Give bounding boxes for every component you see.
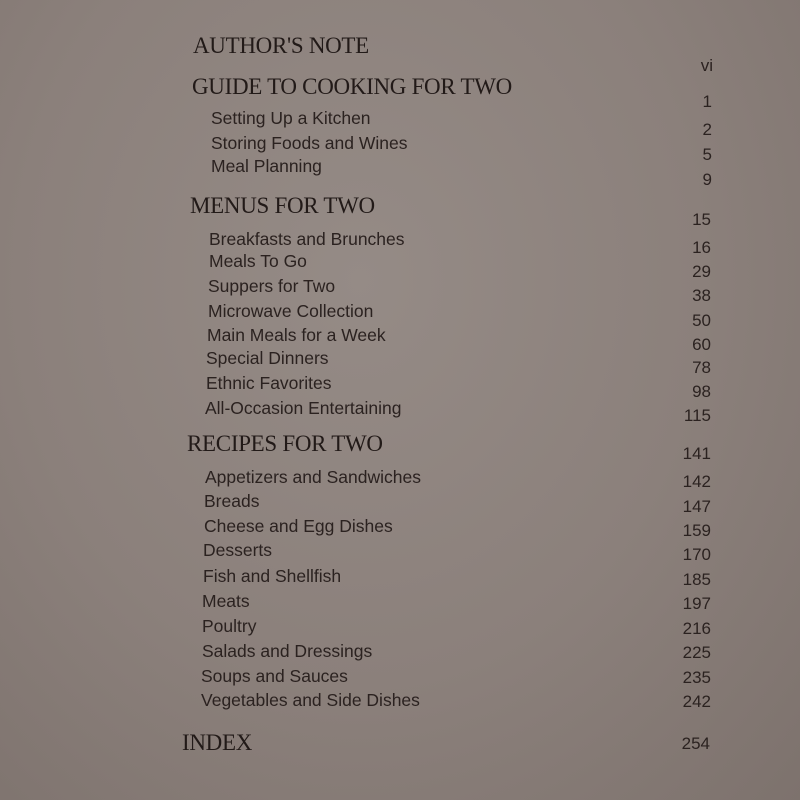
toc-page-number: 235 (682, 668, 711, 687)
toc-page-number: 78 (692, 358, 711, 377)
toc-page-number: 115 (683, 406, 711, 425)
toc-page-number: 225 (682, 643, 711, 662)
toc-section-title: RECIPES FOR TWO (187, 431, 383, 456)
toc-entry: Soups and Sauces (201, 666, 348, 686)
toc-page-number: 185 (682, 570, 711, 589)
toc-page-number: 254 (681, 734, 710, 753)
toc-section-title: AUTHOR'S NOTE (193, 33, 369, 58)
toc-page-number: 98 (692, 382, 711, 401)
toc-entry: Meals To Go (209, 251, 307, 271)
toc-entry: Main Meals for a Week (207, 325, 386, 345)
toc-page-number: 9 (702, 170, 712, 189)
toc-entry: Breakfasts and Brunches (209, 229, 405, 249)
toc-entry: Breads (204, 491, 260, 511)
toc-section-title: INDEX (182, 730, 253, 755)
toc-entry: Fish and Shellfish (203, 566, 342, 586)
toc-page-number: 216 (682, 619, 711, 638)
toc-page-number: 197 (682, 594, 711, 613)
toc-entry: All-Occasion Entertaining (205, 398, 402, 418)
toc-entry: Salads and Dressings (202, 641, 373, 661)
toc-entry: Setting Up a Kitchen (211, 108, 371, 128)
toc-entry: Suppers for Two (208, 276, 336, 296)
toc-entry: Desserts (203, 540, 273, 560)
toc-section-title: MENUS FOR TWO (190, 193, 375, 218)
toc-page-number: 38 (692, 286, 711, 305)
toc-page-number: vi (700, 56, 713, 75)
toc-section-title: GUIDE TO COOKING FOR TWO (192, 74, 512, 99)
toc-entry: Special Dinners (206, 348, 329, 368)
toc-entry: Poultry (202, 616, 257, 636)
toc-entry: Microwave Collection (208, 301, 374, 321)
toc-page-number: 29 (692, 262, 711, 281)
toc-entry: Meats (202, 591, 250, 611)
toc-page-number: 159 (682, 521, 711, 540)
toc-entry: Storing Foods and Wines (211, 133, 408, 153)
toc-entry: Ethnic Favorites (206, 373, 332, 393)
toc-page-number: 5 (702, 145, 712, 164)
toc-page-number: 15 (692, 210, 711, 229)
toc-page-number: 142 (682, 472, 711, 491)
toc-page-number: 170 (682, 545, 711, 564)
toc-page-number: 242 (682, 692, 711, 711)
toc-page-number: 1 (702, 92, 712, 111)
toc-entry: Vegetables and Side Dishes (201, 690, 420, 710)
toc-page-number: 16 (692, 238, 711, 257)
toc-entry: Appetizers and Sandwiches (205, 467, 421, 487)
toc-page-number: 50 (692, 311, 711, 330)
toc-entry: Cheese and Egg Dishes (204, 516, 393, 536)
toc-page-number: 2 (702, 120, 712, 139)
toc-entry: Meal Planning (211, 156, 322, 176)
toc-page-number: 60 (692, 335, 711, 354)
toc-page-number: 141 (682, 444, 711, 463)
toc-page-number: 147 (682, 497, 711, 516)
